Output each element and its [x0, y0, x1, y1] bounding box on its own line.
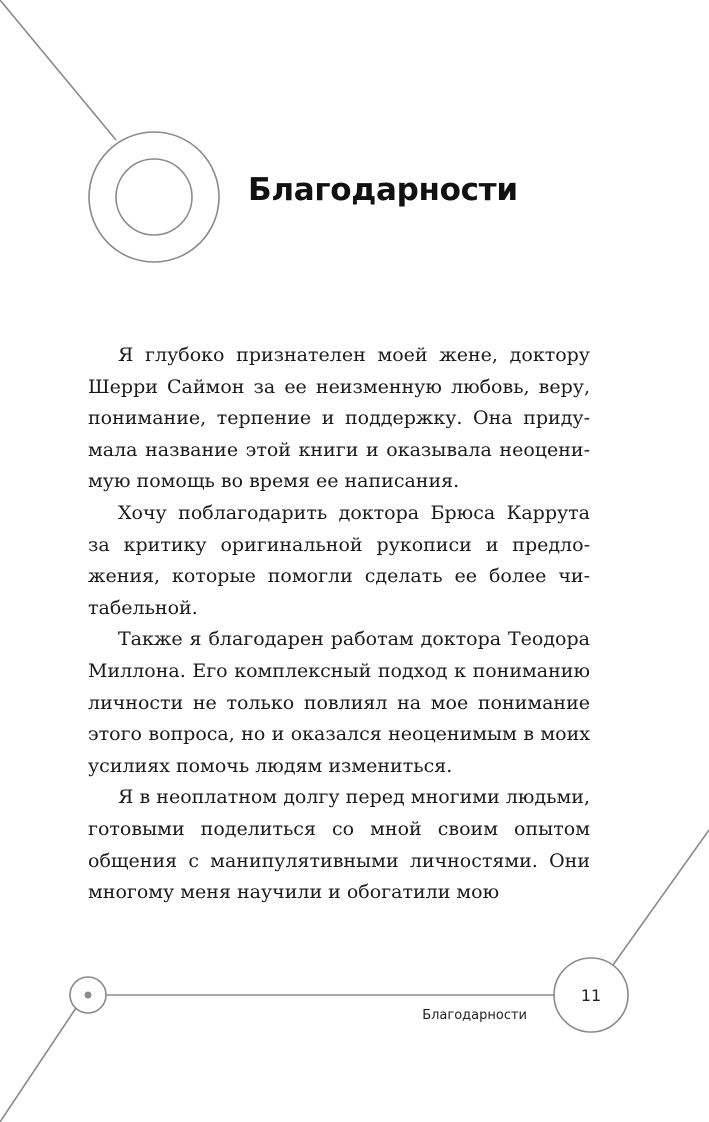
paragraph-1: Я глубоко признателен моей жене, доктору Шерри Саймон за ее неизменную любовь, веру, понимание, терпение и поддержку. Она придумала название этой книги и оказывала неоценимую помощь во время ее написания. — [88, 344, 590, 493]
paragraph-2: Хочу поблагодарить доктора Брюса Каррута за критику оригинальной рукописи и предложения, которые помогли сделать ее более читабельной. — [88, 501, 590, 619]
body-text — [88, 340, 590, 909]
paragraph-4: Я в неоплатном долгу перед многими людьми, готовыми поделиться со мной своим опытом общения с манипулятивными личностями. Они многому меня научили и обогатили мою — [88, 786, 590, 904]
ornament-dot — [85, 992, 92, 999]
paragraph-3: Также я благодарен работам доктора Теодора Миллона. Его комплексный подход к пониманию личности не только повлиял на мое понимание этого вопроса, но и оказался неоценимым в моих усилиях помочь людям измениться. — [88, 628, 590, 777]
page-number: 11 — [580, 986, 602, 1005]
ornament-diagonal-bottom — [0, 1008, 76, 1122]
ornament-outer-ring — [89, 132, 219, 262]
running-head: Благодарности — [422, 1008, 527, 1023]
ornament-diagonal-top — [0, 0, 116, 140]
ornament-inner-ring — [116, 159, 192, 235]
page-title: Благодарности — [248, 172, 518, 208]
ornament-diagonal-right — [613, 830, 709, 965]
